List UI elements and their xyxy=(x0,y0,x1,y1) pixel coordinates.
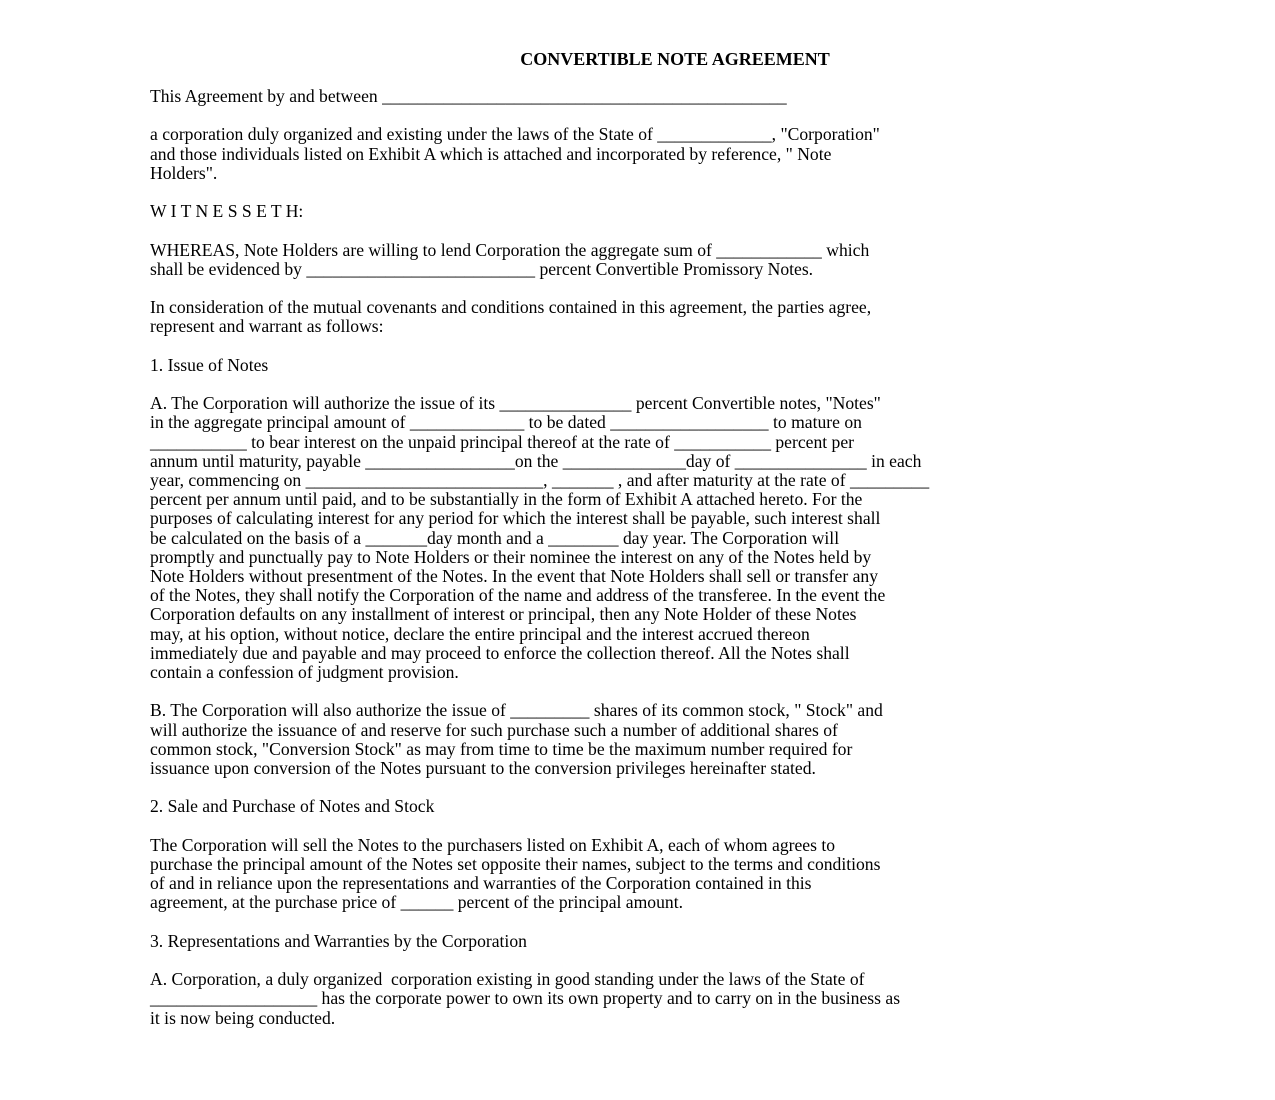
text-line: shall be evidenced by __________________________ percent Convertible Promissory Notes. xyxy=(150,258,814,279)
text-line: common stock, "Conversion Stock" as may from time to time be the maximum number required for xyxy=(150,738,853,759)
text-line: This Agreement by and between ______________________________________________ xyxy=(150,86,787,106)
text-line: year, commencing on ___________________________, _______ , and after maturity at the rate of _________ xyxy=(150,469,930,490)
text-line: B. The Corporation will also authorize the issue of _________ shares of its common stock, " Stock" and xyxy=(150,700,883,721)
text-line: in the aggregate principal amount of _____________ to be dated __________________ to mature on xyxy=(150,412,862,433)
text-line: In consideration of the mutual covenants and conditions contained in this agreement, the parties agree, xyxy=(150,297,872,318)
text-line: The Corporation will sell the Notes to the purchasers listed on Exhibit A, each of whom agrees to xyxy=(150,834,836,855)
text-line: agreement, at the purchase price of ______ percent of the principal amount. xyxy=(150,892,683,913)
text-line: 2. Sale and Purchase of Notes and Stock xyxy=(150,796,435,817)
text-line: Holders". xyxy=(150,162,218,183)
text-line: 3. Representations and Warranties by the Corporation xyxy=(150,930,527,951)
paragraph-section-2-heading xyxy=(150,797,1210,816)
text-line: annum until maturity, payable _________________on the ______________day of _______________ in each xyxy=(150,450,922,471)
paragraph-section-1b xyxy=(150,701,1210,778)
text-line: issuance upon conversion of the Notes pursuant to the conversion privileges hereinafter stated. xyxy=(150,758,816,778)
text-line: and those individuals listed on Exhibit A which is attached and incorporated by reference, " Note xyxy=(150,143,832,164)
text-line: 1. Issue of Notes xyxy=(150,354,269,375)
paragraph-section-1-heading xyxy=(150,356,1210,375)
text-line: will authorize the issuance of and reserve for such purchase such a number of additional shares of xyxy=(150,719,838,740)
paragraph-witnesseth xyxy=(150,202,1210,221)
paragraph-section-3a xyxy=(150,970,1210,1028)
text-line: of the Notes, they shall notify the Corporation of the name and address of the transferee. In the event the xyxy=(150,585,886,606)
text-line: a corporation duly organized and existing under the laws of the State of _____________, "Corporation" xyxy=(150,124,880,145)
text-line: it is now being conducted. xyxy=(150,1007,336,1028)
text-line: Corporation defaults on any installment of interest or principal, then any Note Holder of these Notes xyxy=(150,604,857,625)
text-line: represent and warrant as follows: xyxy=(150,316,384,337)
text-line: purchase the principal amount of the Notes set opposite their names, subject to the terms and conditions xyxy=(150,853,881,874)
text-line: WHEREAS, Note Holders are willing to lend Corporation the aggregate sum of ____________ which xyxy=(150,239,870,260)
text-line: Note Holders without presentment of the Notes. In the event that Note Holders shall sell or transfer any xyxy=(150,565,878,586)
text-line: percent per annum until paid, and to be substantially in the form of Exhibit A attached hereto. For the xyxy=(150,489,863,510)
paragraph-section-2-body xyxy=(150,836,1210,913)
text-line: may, at his option, without notice, declare the entire principal and the interest accrued thereon xyxy=(150,623,810,644)
text-line: purposes of calculating interest for any period for which the interest shall be payable, such interest shall xyxy=(150,508,881,529)
text-line: of and in reliance upon the representations and warranties of the Corporation contained in this xyxy=(150,873,812,894)
paragraph-parties-intro xyxy=(150,87,1210,106)
text-line: ___________________ has the corporate power to own its own property and to carry on in the business as xyxy=(150,988,901,1009)
text-line: W I T N E S S E T H: xyxy=(150,201,304,222)
text-line: promptly and punctually pay to Note Holders or their nominee the interest on any of the Notes held by xyxy=(150,546,872,567)
text-line: ___________ to bear interest on the unpaid principal thereof at the rate of ___________ percent per xyxy=(150,431,855,452)
paragraph-section-3-heading xyxy=(150,932,1210,951)
document-title: CONVERTIBLE NOTE AGREEMENT xyxy=(520,49,830,69)
text-line: contain a confession of judgment provision. xyxy=(150,662,459,682)
paragraph-corporation-recital xyxy=(150,125,1210,183)
paragraph-section-1a xyxy=(150,394,1210,682)
text-line: A. Corporation, a duly organized corporation existing in good standing under the laws of the State of xyxy=(150,969,865,990)
paragraph-whereas xyxy=(150,241,1210,279)
paragraph-consideration xyxy=(150,298,1210,336)
text-line: immediately due and payable and may proceed to enforce the collection thereof. All the Notes shall xyxy=(150,642,850,663)
text-line: A. The Corporation will authorize the issue of its _______________ percent Convertible notes, "Notes" xyxy=(150,393,881,414)
document-body xyxy=(150,87,1210,1047)
text-line: be calculated on the basis of a _______day month and a ________ day year. The Corporation will xyxy=(150,527,840,548)
